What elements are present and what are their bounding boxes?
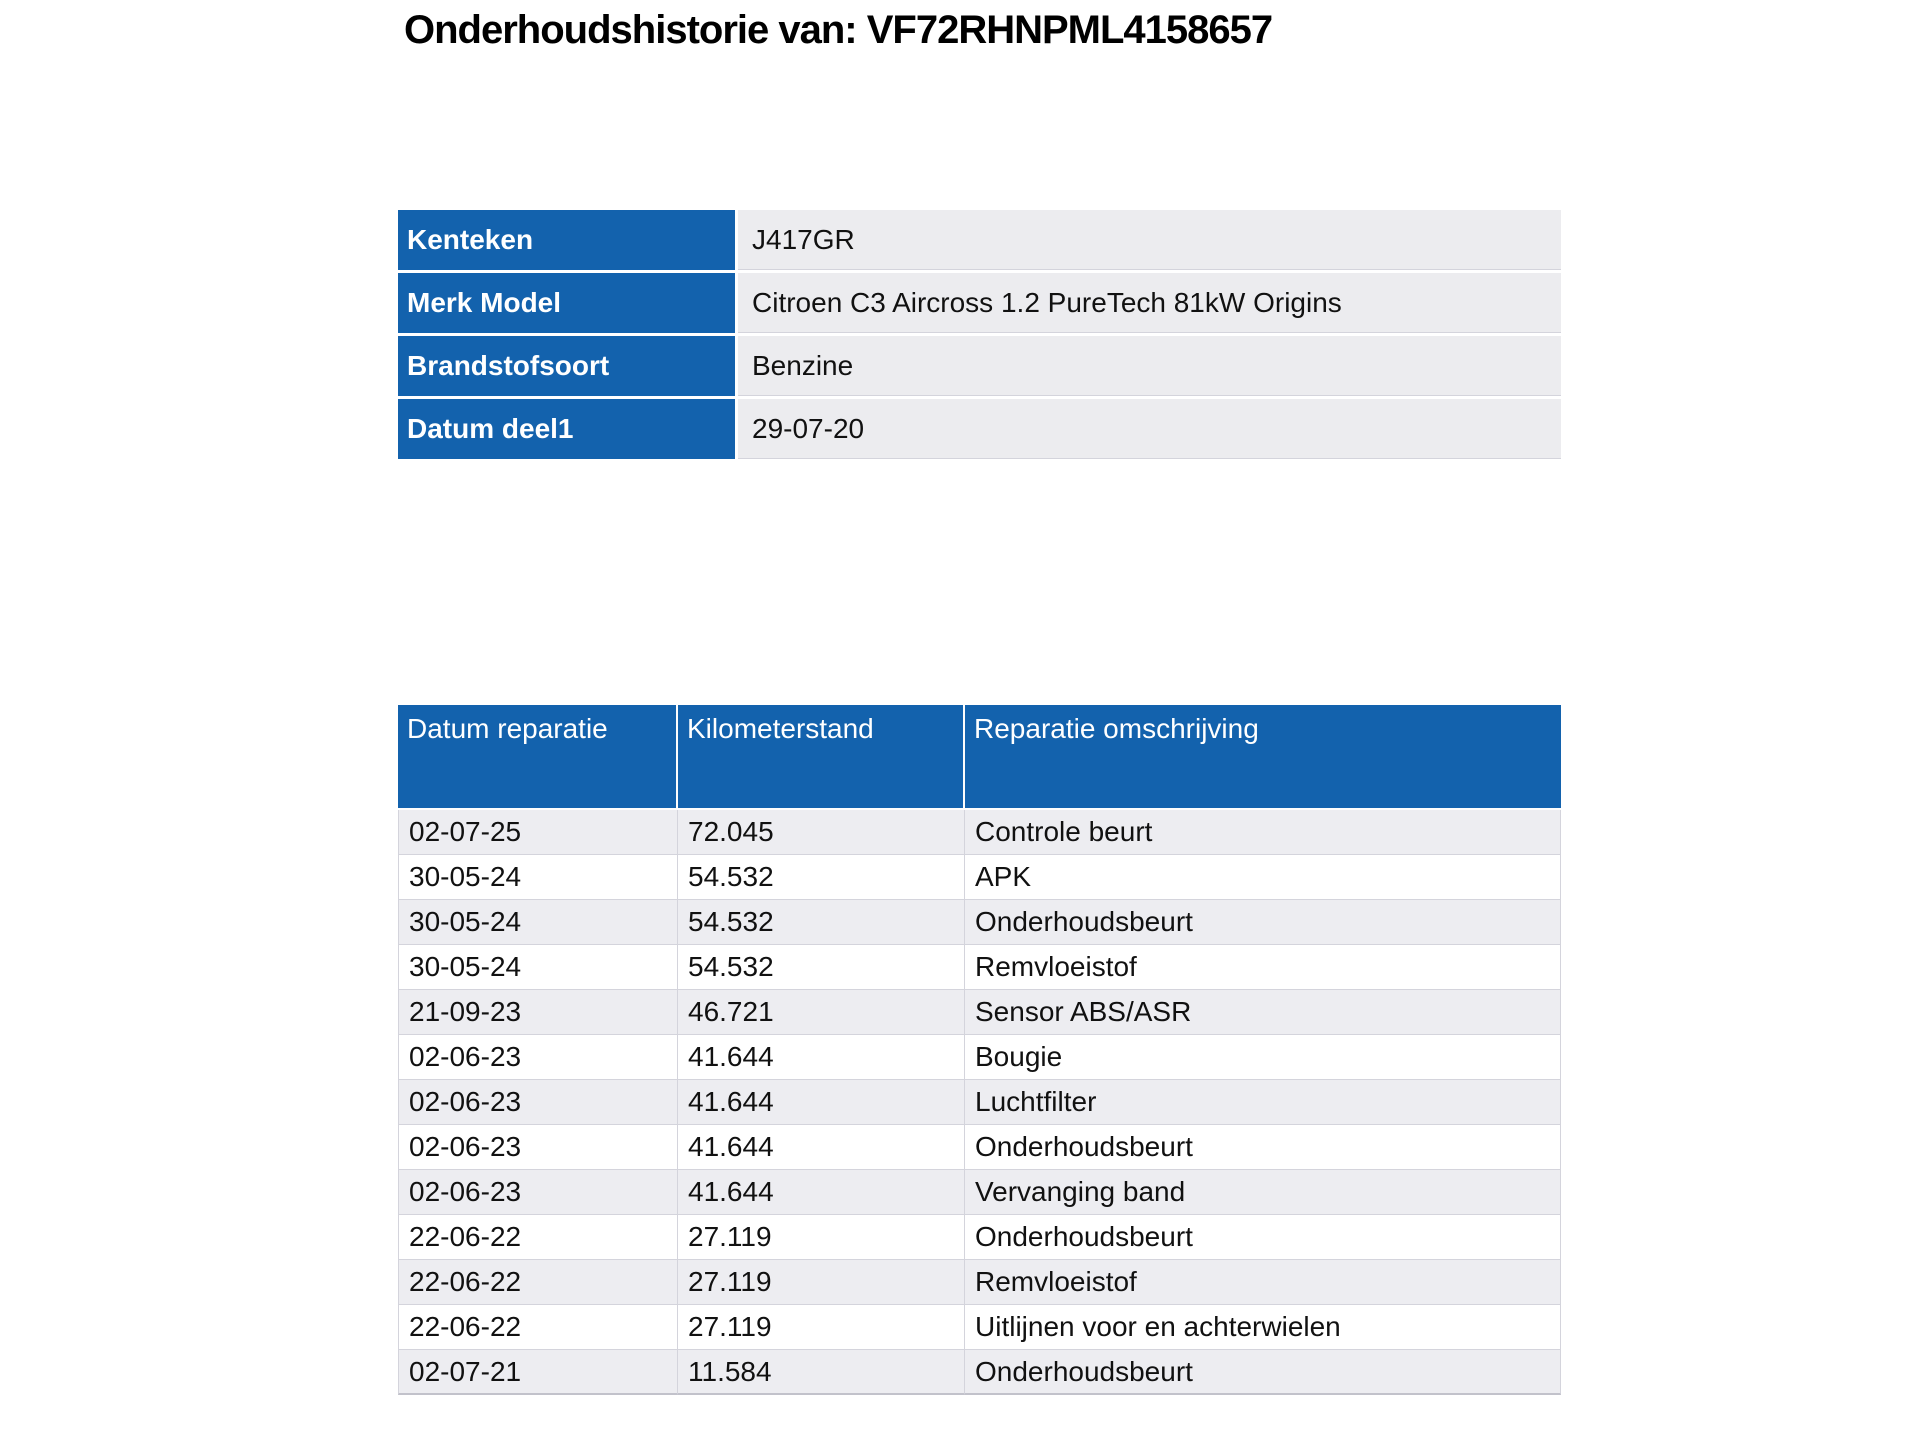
repair-kilometers-cell: 46.721 xyxy=(678,990,965,1035)
repair-row xyxy=(398,1350,1561,1395)
repair-date-cell: 02-06-23 xyxy=(398,1035,678,1080)
vehicle-info-row xyxy=(398,273,1561,336)
repair-kilometers-cell: 72.045 xyxy=(678,810,965,855)
vehicle-info-row xyxy=(398,399,1561,462)
vehicle-info-row xyxy=(398,210,1561,273)
repair-date-cell: 30-05-24 xyxy=(398,855,678,900)
vehicle-info-row xyxy=(398,336,1561,399)
repair-date-cell: 02-06-23 xyxy=(398,1125,678,1170)
repair-description-cell: Remvloeistof xyxy=(965,945,1561,990)
vehicle-info-table xyxy=(398,210,1561,462)
repair-kilometers-cell: 41.644 xyxy=(678,1125,965,1170)
repair-date-cell: 02-06-23 xyxy=(398,1080,678,1125)
repair-date-cell: 22-06-22 xyxy=(398,1260,678,1305)
repair-kilometers-cell: 41.644 xyxy=(678,1170,965,1215)
vehicle-info-value: Citroen C3 Aircross 1.2 PureTech 81kW Origins xyxy=(738,273,1561,336)
repair-date-cell: 21-09-23 xyxy=(398,990,678,1035)
repair-date-cell: 22-06-22 xyxy=(398,1305,678,1350)
repair-row xyxy=(398,1305,1561,1350)
vehicle-info-label: Kenteken xyxy=(398,210,738,273)
repair-history-table xyxy=(398,705,1561,1395)
repair-kilometers-cell: 54.532 xyxy=(678,900,965,945)
repair-kilometers-cell: 11.584 xyxy=(678,1350,965,1395)
repair-date-cell: 30-05-24 xyxy=(398,945,678,990)
repair-kilometers-cell: 27.119 xyxy=(678,1305,965,1350)
repair-date-cell: 22-06-22 xyxy=(398,1215,678,1260)
repair-kilometers-cell: 54.532 xyxy=(678,945,965,990)
repair-row xyxy=(398,855,1561,900)
repair-row xyxy=(398,1260,1561,1305)
repair-description-cell: Uitlijnen voor en achterwielen xyxy=(965,1305,1561,1350)
repair-description-cell: Remvloeistof xyxy=(965,1260,1561,1305)
repair-description-cell: Onderhoudsbeurt xyxy=(965,900,1561,945)
repair-description-cell: Onderhoudsbeurt xyxy=(965,1215,1561,1260)
repair-row xyxy=(398,1035,1561,1080)
repair-date-cell: 30-05-24 xyxy=(398,900,678,945)
repair-description-cell: Bougie xyxy=(965,1035,1561,1080)
repair-header-row xyxy=(398,705,1561,810)
repair-description-cell: APK xyxy=(965,855,1561,900)
repair-row xyxy=(398,1125,1561,1170)
repair-date-cell: 02-06-23 xyxy=(398,1170,678,1215)
repair-description-cell: Luchtfilter xyxy=(965,1080,1561,1125)
repair-row xyxy=(398,1215,1561,1260)
repair-date-cell: 02-07-21 xyxy=(398,1350,678,1395)
repair-kilometers-cell: 27.119 xyxy=(678,1260,965,1305)
repair-description-cell: Sensor ABS/ASR xyxy=(965,990,1561,1035)
vehicle-info-label: Datum deel1 xyxy=(398,399,738,462)
repair-description-cell: Controle beurt xyxy=(965,810,1561,855)
column-header-datum-reparatie: Datum reparatie xyxy=(398,705,678,810)
repair-description-cell: Onderhoudsbeurt xyxy=(965,1125,1561,1170)
repair-row xyxy=(398,900,1561,945)
repair-description-cell: Vervanging band xyxy=(965,1170,1561,1215)
repair-description-cell: Onderhoudsbeurt xyxy=(965,1350,1561,1395)
column-header-kilometerstand: Kilometerstand xyxy=(678,705,965,810)
vehicle-info-value: 29-07-20 xyxy=(738,399,1561,462)
repair-row xyxy=(398,945,1561,990)
repair-kilometers-cell: 41.644 xyxy=(678,1035,965,1080)
repair-row xyxy=(398,810,1561,855)
column-header-reparatie-omschrijving: Reparatie omschrijving xyxy=(965,705,1561,810)
repair-date-cell: 02-07-25 xyxy=(398,810,678,855)
repair-kilometers-cell: 54.532 xyxy=(678,855,965,900)
page-title: Onderhoudshistorie van: VF72RHNPML4158657 xyxy=(404,8,1273,52)
vehicle-info-value: Benzine xyxy=(738,336,1561,399)
repair-row xyxy=(398,1170,1561,1215)
repair-kilometers-cell: 27.119 xyxy=(678,1215,965,1260)
vehicle-info-label: Merk Model xyxy=(398,273,738,336)
repair-row xyxy=(398,990,1561,1035)
vehicle-info-value: J417GR xyxy=(738,210,1561,273)
repair-row xyxy=(398,1080,1561,1125)
repair-kilometers-cell: 41.644 xyxy=(678,1080,965,1125)
vehicle-info-label: Brandstofsoort xyxy=(398,336,738,399)
